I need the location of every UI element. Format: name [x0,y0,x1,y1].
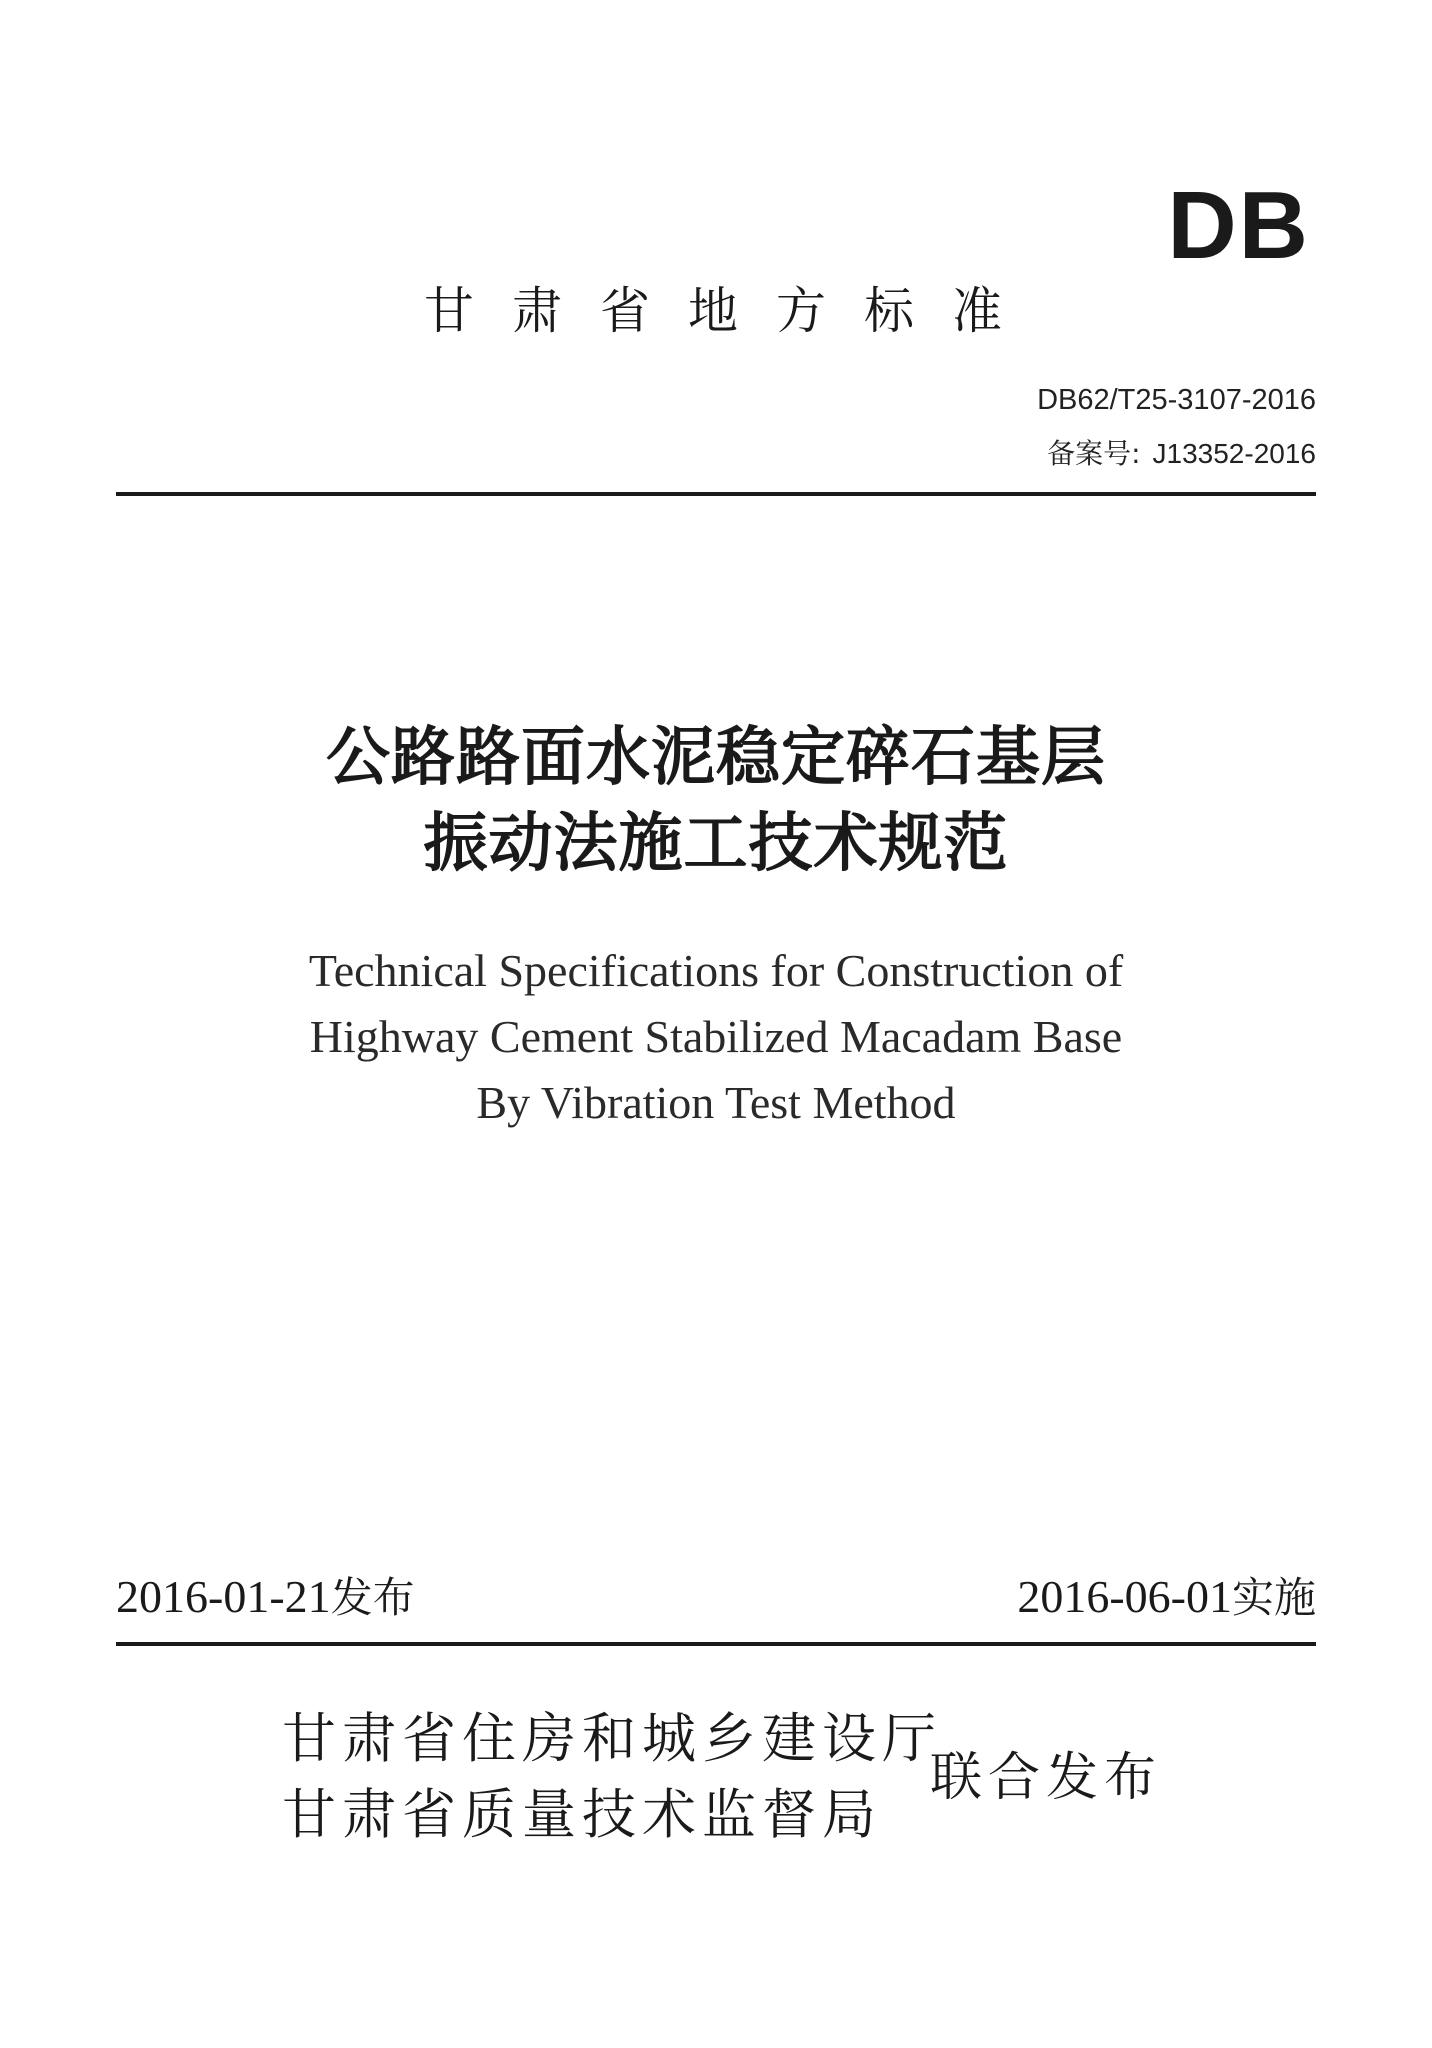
standard-code: DB62/T25-3107-2016 [1037,384,1316,416]
issue-date [116,1571,415,1622]
title-en-line-2: Highway Cement Stabilized Macadam Base [309,1011,1123,1062]
title-en-line-3: By Vibration Test Method [476,1077,956,1128]
record-number-row [1047,437,1316,470]
title-en-line-1: Technical Specifications for Construction of [308,945,1124,996]
issuer-org-1: 甘肃省住房和城乡建设厅 [282,1707,942,1770]
issue-label: 发布 [330,1573,415,1622]
db-mark: DB [1167,172,1310,279]
title-cn-line-1: 公路路面水泥稳定碎石基层 [326,720,1106,795]
issuer-org-2: 甘肃省质量技术监督局 [282,1783,882,1846]
joint-issue-label: 联合发布 [930,1748,1163,1808]
standard-category: 甘肃省地方标准 [424,282,1040,340]
bottom-divider [116,1642,1316,1646]
implement-label: 实施 [1231,1573,1316,1622]
issue-date-value: 2016-01-21 [116,1571,331,1622]
implement-date [1017,1571,1316,1622]
record-label: 备案号: [1047,437,1141,470]
implement-date-value: 2016-06-01 [1017,1571,1232,1622]
title-cn-line-2: 振动法施工技术规范 [423,806,1009,881]
top-divider [116,492,1316,496]
record-number: J13352-2016 [1152,438,1316,469]
